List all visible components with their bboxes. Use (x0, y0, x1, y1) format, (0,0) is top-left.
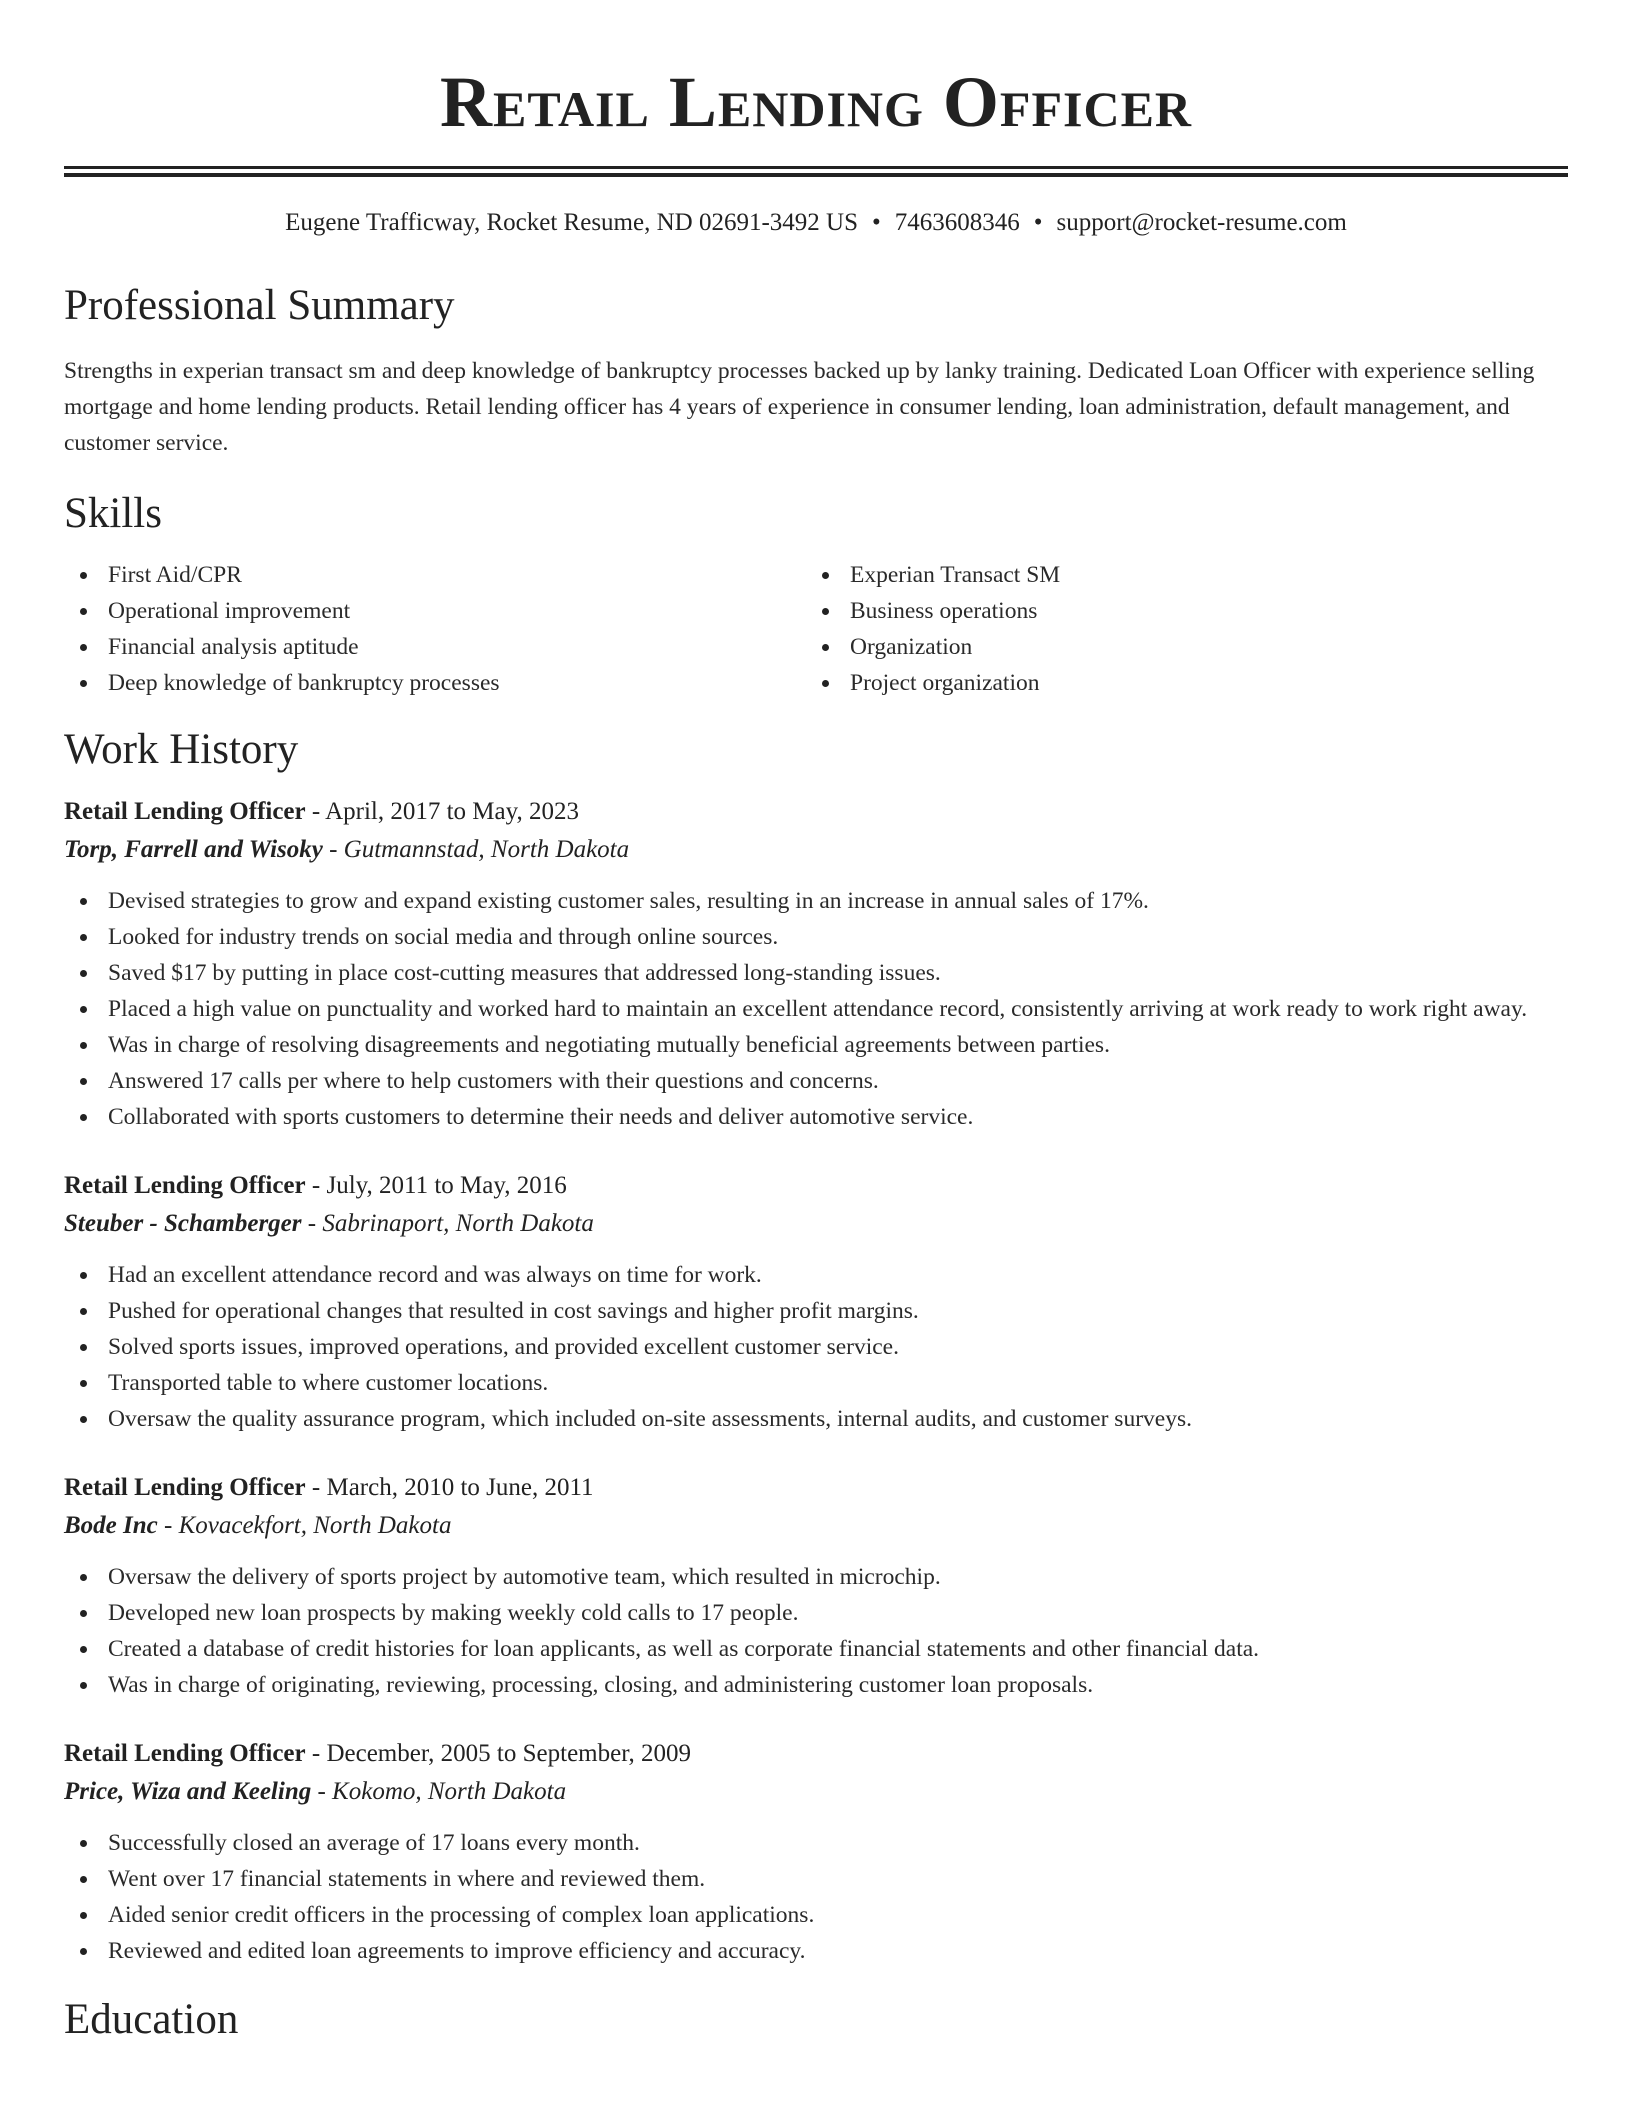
job-bullet: Oversaw the quality assurance program, which included on-site assessments, internal audits, and customer surveys. (64, 1401, 1568, 1437)
job-bullet: Developed new loan prospects by making weekly cold calls to 17 people. (64, 1595, 1568, 1631)
job-bullets (64, 1257, 1568, 1437)
job-company: Steuber - Schamberger (64, 1210, 302, 1237)
job-location: - Kovacekfort, North Dakota (157, 1512, 452, 1539)
skill-item: Experian Transact SM (806, 557, 1548, 593)
job-dates: - July, 2011 to May, 2016 (305, 1172, 567, 1199)
job-location: - Kokomo, North Dakota (311, 1778, 567, 1805)
job-bullet: Pushed for operational changes that resulted in cost savings and higher profit margins. (64, 1293, 1568, 1329)
job-bullet: Answered 17 calls per where to help customers with their questions and concerns. (64, 1063, 1568, 1099)
contact-address: Eugene Trafficway, Rocket Resume, ND 02691-3492 US (285, 209, 858, 236)
skills-grid (64, 557, 1568, 701)
resume-page (64, 0, 1568, 2045)
job-dates: - March, 2010 to June, 2011 (305, 1474, 594, 1501)
job-entry (64, 793, 1568, 1135)
skill-item: Organization (806, 629, 1548, 665)
job-location: - Sabrinaport, North Dakota (301, 1210, 594, 1237)
skill-item: Business operations (806, 593, 1548, 629)
job-entry (64, 1167, 1568, 1437)
job-title: Retail Lending Officer (64, 1740, 306, 1767)
job-bullet: Created a database of credit histories for loan applicants, as well as corporate financial statements and other financial data. (64, 1631, 1568, 1667)
job-bullet: Went over 17 financial statements in where and reviewed them. (64, 1861, 1568, 1897)
job-company-line (64, 1205, 1568, 1243)
job-bullets (64, 1825, 1568, 1969)
job-bullet: Saved $17 by putting in place cost-cutting measures that addressed long-standing issues. (64, 955, 1568, 991)
job-title: Retail Lending Officer (64, 1474, 306, 1501)
summary-text: Strengths in experian transact sm and deep knowledge of bankruptcy processes backed up by lanky training. Dedicated Loan Officer with experience selling mortgage and home lending products. Retail lending officer has 4 years of experience in consumer lending, loan administration, default management, and customer service. (64, 358, 1535, 456)
job-bullet: Looked for industry trends on social media and through online sources. (64, 919, 1568, 955)
job-company: Price, Wiza and Keeling (64, 1778, 312, 1805)
education-heading: Education (64, 1996, 239, 2043)
job-bullet: Aided senior credit officers in the processing of complex loan applications. (64, 1897, 1568, 1933)
job-entry (64, 1469, 1568, 1703)
job-company-line (64, 1507, 1568, 1545)
skill-item: Project organization (806, 665, 1548, 701)
job-bullets (64, 1559, 1568, 1703)
job-bullet: Successfully closed an average of 17 loans every month. (64, 1825, 1568, 1861)
contact-line (64, 207, 1568, 239)
job-title-line (64, 793, 1568, 831)
job-dates: - April, 2017 to May, 2023 (305, 798, 580, 825)
job-bullet: Transported table to where customer locations. (64, 1365, 1568, 1401)
job-title-line (64, 1469, 1568, 1507)
job-title-line (64, 1167, 1568, 1205)
contact-email: support@rocket-resume.com (1056, 209, 1347, 236)
job-company-line (64, 831, 1568, 869)
job-company: Bode Inc (64, 1512, 158, 1539)
job-company: Torp, Farrell and Wisoky (64, 836, 323, 863)
skills-column-right (806, 557, 1548, 701)
skill-item: Financial analysis aptitude (64, 629, 806, 665)
job-bullet: Collaborated with sports customers to determine their needs and deliver automotive service. (64, 1099, 1568, 1135)
job-title: Retail Lending Officer (64, 1172, 306, 1199)
job-bullet: Solved sports issues, improved operations, and provided excellent customer service. (64, 1329, 1568, 1365)
contact-phone: 7463608346 (894, 209, 1020, 236)
job-bullet: Had an excellent attendance record and was always on time for work. (64, 1257, 1568, 1293)
work-history-heading: Work History (64, 726, 299, 773)
job-entry (64, 1735, 1568, 1969)
header-double-rule (64, 166, 1568, 177)
job-bullet: Was in charge of originating, reviewing, processing, closing, and administering customer loan proposals. (64, 1667, 1568, 1703)
job-bullets (64, 883, 1568, 1135)
job-title-line (64, 1735, 1568, 1773)
contact-separator: • (1033, 209, 1043, 236)
skill-item: Operational improvement (64, 593, 806, 629)
job-bullet: Oversaw the delivery of sports project by automotive team, which resulted in microchip. (64, 1559, 1568, 1595)
job-location: - Gutmannstad, North Dakota (322, 836, 630, 863)
summary-heading: Professional Summary (64, 282, 455, 329)
job-bullet: Placed a high value on punctuality and worked hard to maintain an excellent attendance record, consistently arriving at work ready to work right away. (64, 991, 1568, 1027)
skill-item: First Aid/CPR (64, 557, 806, 593)
contact-separator: • (872, 209, 881, 236)
job-bullet: Was in charge of resolving disagreements and negotiating mutually beneficial agreements between parties. (64, 1027, 1568, 1063)
job-bullet: Devised strategies to grow and expand existing customer sales, resulting in an increase in annual sales of 17%. (64, 883, 1568, 919)
job-dates: - December, 2005 to September, 2009 (305, 1740, 692, 1767)
job-company-line (64, 1773, 1568, 1811)
job-bullet: Reviewed and edited loan agreements to improve efficiency and accuracy. (64, 1933, 1568, 1969)
skills-heading: Skills (64, 490, 162, 537)
skill-item: Deep knowledge of bankruptcy processes (64, 665, 806, 701)
skills-column-left (64, 557, 806, 701)
job-title: Retail Lending Officer (64, 798, 306, 825)
resume-name-title: Retail Lending Officer (439, 62, 1193, 142)
